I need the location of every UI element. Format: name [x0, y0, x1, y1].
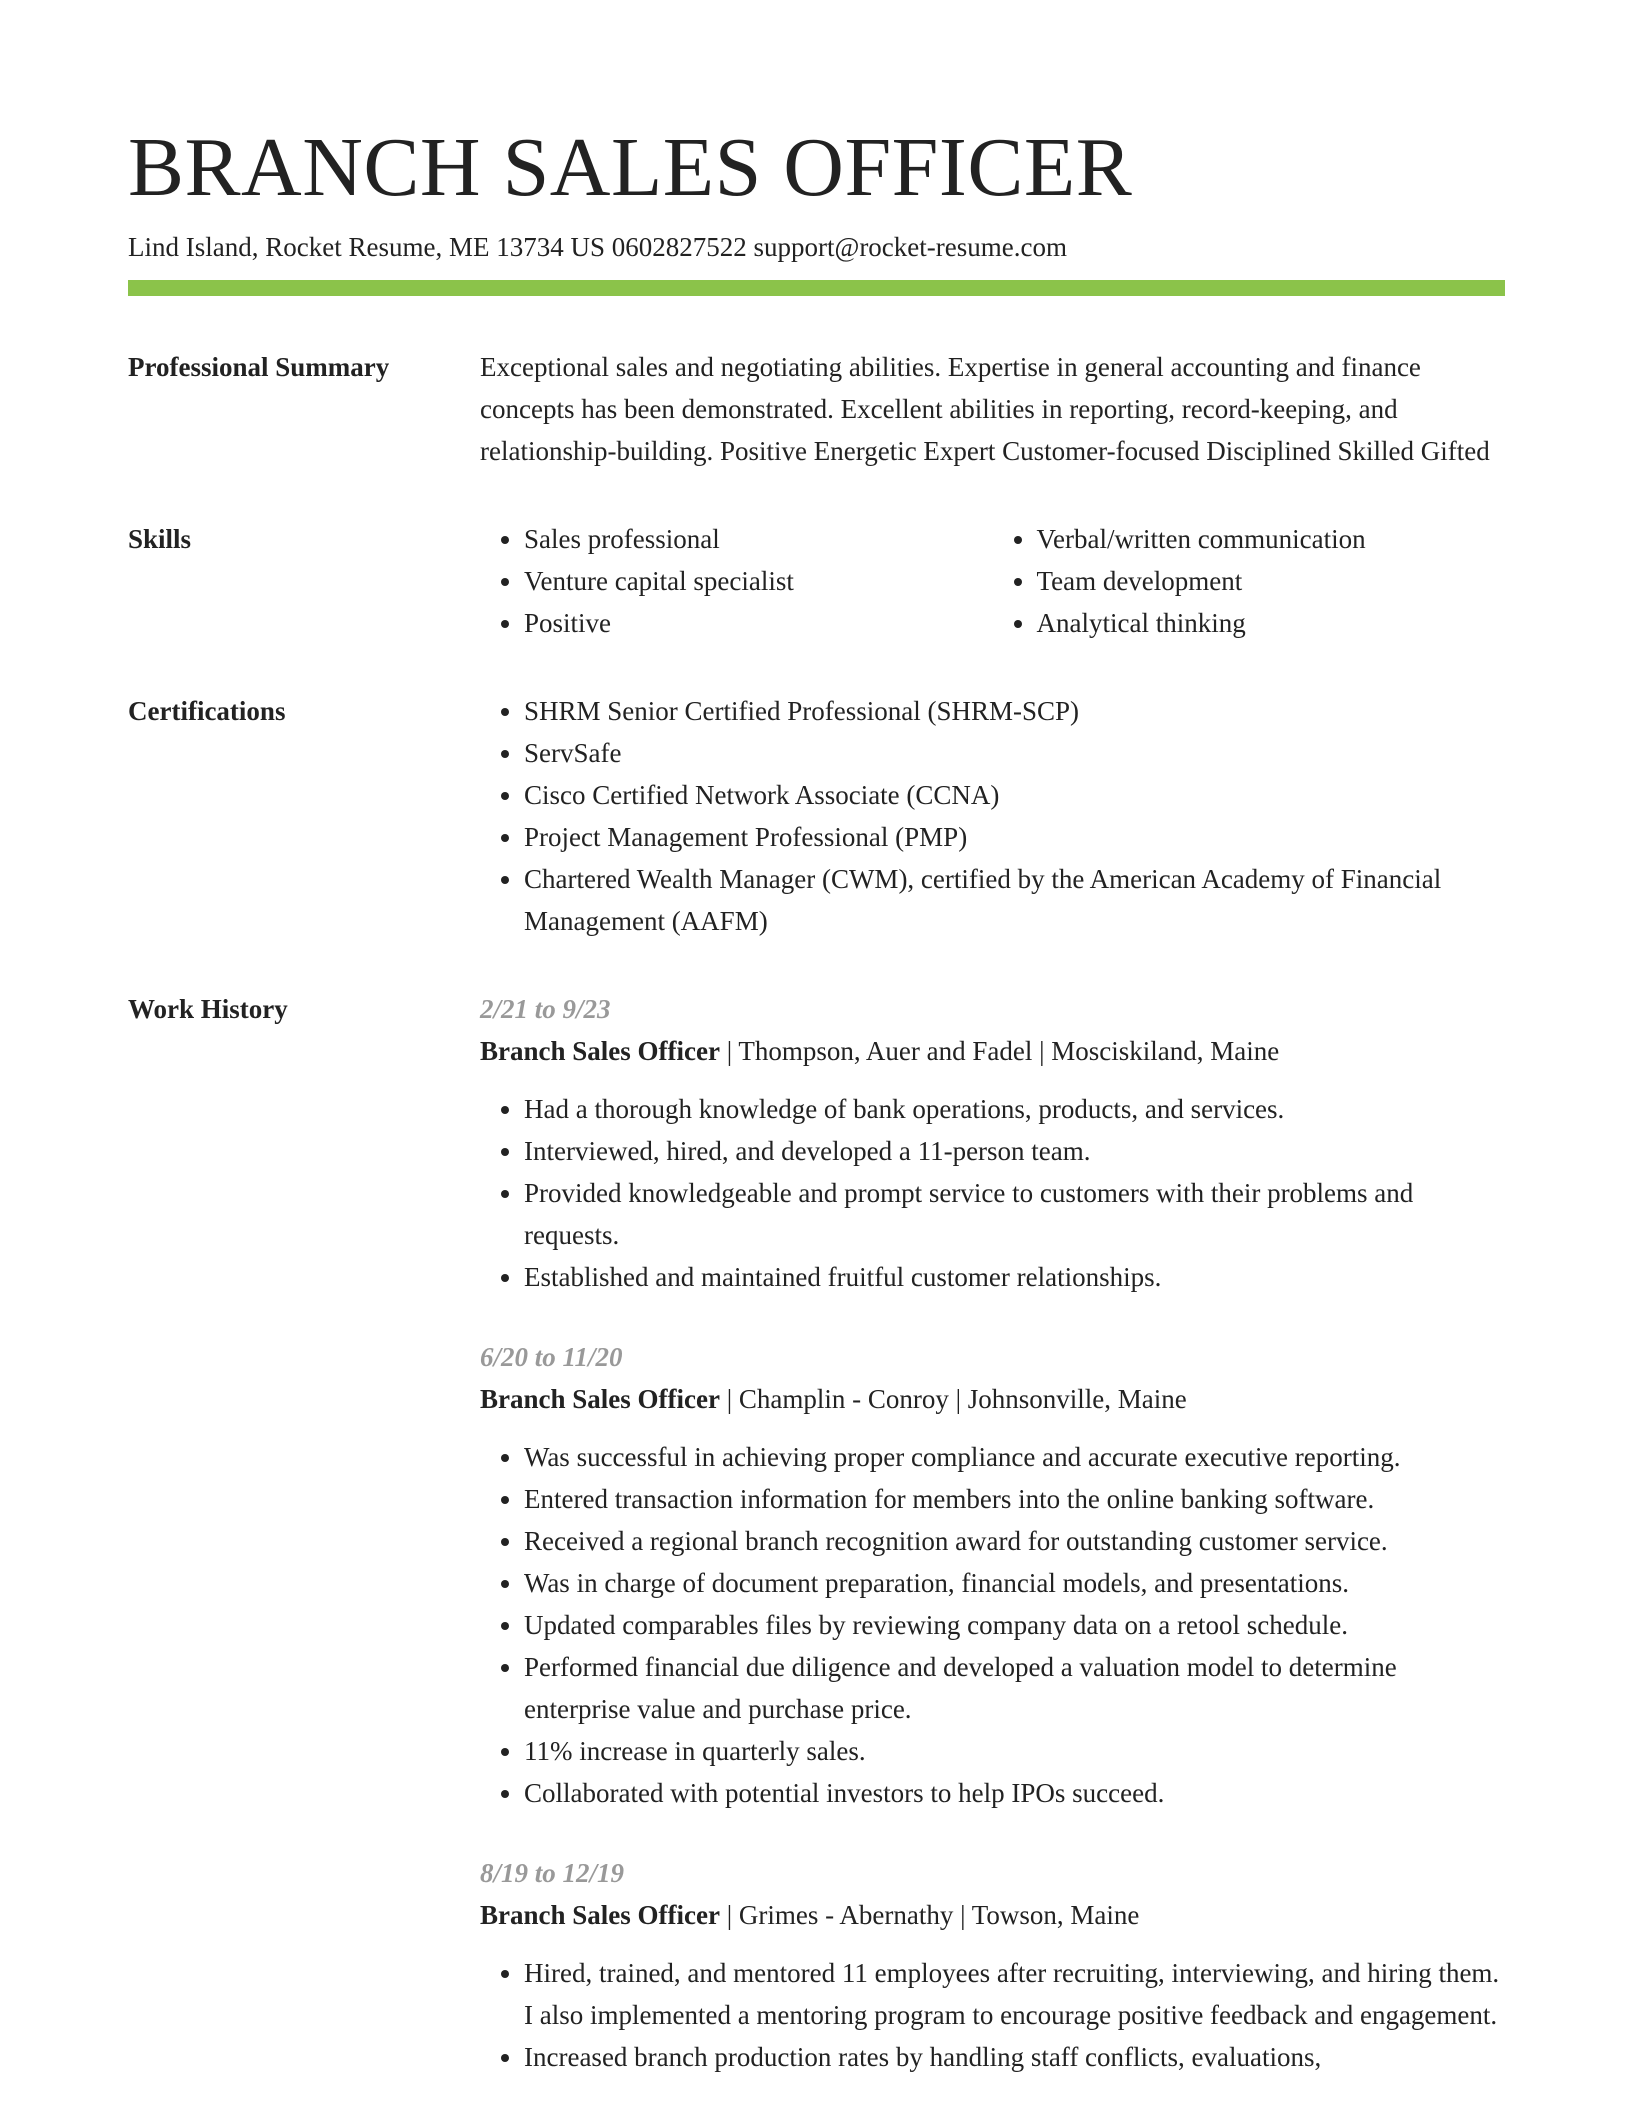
certification-item: • Chartered Wealth Manager (CWM), certified by the American Academy of Financial Management (AAFM)	[524, 858, 1505, 942]
job-bullet: • Received a regional branch recognition award for outstanding customer service.	[524, 1520, 1505, 1562]
skill-item: • Sales professional	[524, 518, 993, 560]
job-bullets	[480, 1088, 1505, 1298]
job-bullet: • Established and maintained fruitful customer relationships.	[524, 1256, 1505, 1298]
job-dates: 2/21 to 9/23	[480, 994, 611, 1024]
accent-divider	[128, 280, 1505, 296]
resume-page	[128, 118, 1505, 2078]
skills-list-right	[993, 518, 1506, 644]
certification-item: • ServSafe	[524, 732, 1505, 774]
summary-text: Exceptional sales and negotiating abilities. Expertise in general accounting and finance concepts has been demonstrated. Excellent abilities in reporting, record-keeping, and relationship-building. Positive Energetic Expert Customer-focused Disciplined Skilled Gifted	[480, 352, 1490, 466]
certifications-body	[480, 690, 1505, 942]
job-bullet: • Collaborated with potential investors to help IPOs succeed.	[524, 1772, 1505, 1814]
job-dates: 6/20 to 11/20	[480, 1342, 623, 1372]
job-bullet: • Updated comparables files by reviewing company data on a retool schedule.	[524, 1604, 1505, 1646]
summary-section	[128, 346, 1505, 472]
job-employer-location: | Thompson, Auer and Fadel | Mosciskiland, Maine	[719, 1036, 1280, 1066]
job-bullet: • 11% increase in quarterly sales.	[524, 1730, 1505, 1772]
work-history-body	[480, 988, 1505, 2078]
skills-section	[128, 518, 1505, 644]
skill-item: • Positive	[524, 602, 993, 644]
skills-list-left	[480, 518, 993, 644]
job-heading	[480, 1378, 1505, 1420]
job-bullet: • Hired, trained, and mentored 11 employees after recruiting, interviewing, and hiring them. I also implemented a mentoring program to encourage positive feedback and engagement.	[524, 1952, 1505, 2036]
job-entry	[480, 988, 1505, 1298]
job-entry	[480, 1336, 1505, 1814]
job-bullet: • Was successful in achieving proper compliance and accurate executive reporting.	[524, 1436, 1505, 1478]
job-bullet: • Was in charge of document preparation, financial models, and presentations.	[524, 1562, 1505, 1604]
section-title-work-history: Work History	[128, 994, 288, 1024]
section-title-skills: Skills	[128, 524, 192, 554]
job-role: Branch Sales Officer	[480, 1036, 720, 1066]
job-entry	[480, 1852, 1505, 2078]
job-bullets	[480, 1436, 1505, 1814]
certification-item: • Project Management Professional (PMP)	[524, 816, 1505, 858]
certifications-section	[128, 690, 1505, 942]
job-bullets	[480, 1952, 1505, 2078]
section-title-summary: Professional Summary	[128, 352, 390, 382]
job-bullet: • Had a thorough knowledge of bank operations, products, and services.	[524, 1088, 1505, 1130]
certification-item: • SHRM Senior Certified Professional (SHRM-SCP)	[524, 690, 1505, 732]
resume-name-heading: BRANCH SALES OFFICER	[128, 121, 1133, 214]
job-bullet: • Performed financial due diligence and developed a valuation model to determine enterprise value and purchase price.	[524, 1646, 1505, 1730]
job-dates: 8/19 to 12/19	[480, 1858, 625, 1888]
summary-body	[480, 346, 1505, 472]
job-heading	[480, 1030, 1505, 1072]
job-bullet: • Entered transaction information for members into the online banking software.	[524, 1478, 1505, 1520]
job-bullet: • Increased branch production rates by handling staff conflicts, evaluations,	[524, 2036, 1505, 2078]
skill-item: • Venture capital specialist	[524, 560, 993, 602]
skill-item: • Verbal/written communication	[1037, 518, 1506, 560]
job-role: Branch Sales Officer	[480, 1384, 720, 1414]
job-bullet: • Interviewed, hired, and developed a 11-person team.	[524, 1130, 1505, 1172]
certification-item: • Cisco Certified Network Associate (CCNA)	[524, 774, 1505, 816]
skills-body	[480, 518, 1505, 644]
job-employer-location: | Grimes - Abernathy | Towson, Maine	[719, 1900, 1140, 1930]
certifications-list	[480, 690, 1505, 942]
job-heading	[480, 1894, 1505, 1936]
contact-line: Lind Island, Rocket Resume, ME 13734 US 0602827522 support@rocket-resume.com	[128, 232, 1067, 262]
skill-item: • Analytical thinking	[1037, 602, 1506, 644]
section-title-certifications: Certifications	[128, 696, 286, 726]
skill-item: • Team development	[1037, 560, 1506, 602]
job-bullet: • Provided knowledgeable and prompt service to customers with their problems and requests.	[524, 1172, 1505, 1256]
job-role: Branch Sales Officer	[480, 1900, 720, 1930]
work-history-section	[128, 988, 1505, 2078]
job-employer-location: | Champlin - Conroy | Johnsonville, Maine	[719, 1384, 1187, 1414]
